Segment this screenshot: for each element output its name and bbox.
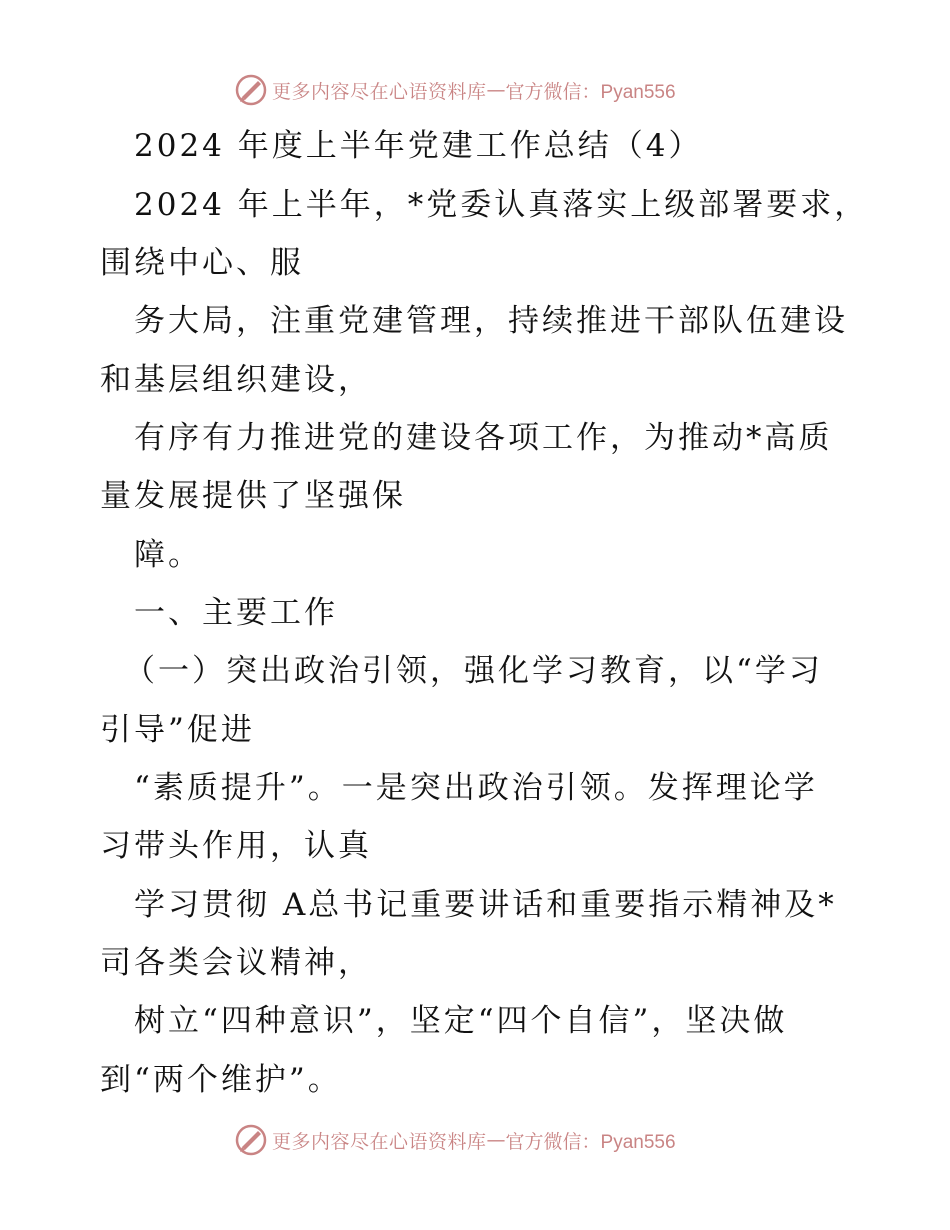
text-line: “素质提升”。一是突出政治引领。发挥理论学 (134, 770, 818, 806)
watermark-contact: 官方微信：Pyan556 (505, 81, 676, 103)
text-line: 量发展提供了坚强保 (100, 478, 406, 514)
text-line: 和基层组织建设， (100, 362, 372, 398)
text-line: 引导”促进 (100, 712, 255, 748)
text-line: 2024 年上半年，*党委认真落实上级部署要求， (134, 187, 869, 223)
text-line: 务大局，注重党建管理，持续推进干部队伍建设 (134, 303, 848, 339)
text-line: 围绕中心、服 (100, 245, 304, 281)
text-line: 学习贯彻 A总书记重要讲话和重要指示精神及* (134, 887, 837, 923)
watermark-contact: 官方微信：Pyan556 (505, 1131, 676, 1153)
text-line: 有序有力推进党的建设各项工作，为推动*高质 (134, 420, 833, 456)
text-line: 到“两个维护”。 (100, 1062, 342, 1098)
watermark-footer (234, 1122, 676, 1158)
pen-logo-icon (234, 1123, 268, 1157)
text-line: 习带头作用，认真 (100, 828, 372, 864)
text-line: 司各类会议精神， (100, 945, 372, 981)
watermark-separator: — (486, 79, 506, 101)
document-title: 2024 年度上半年党建工作总结（4） (134, 128, 703, 164)
watermark-separator: — (486, 1129, 506, 1151)
watermark-header (234, 72, 676, 108)
text-line: 树立“四种意识”，坚定“四个自信”，坚决做 (134, 1003, 788, 1039)
section-heading: 一、主要工作 (134, 595, 338, 631)
pen-logo-icon (234, 73, 268, 107)
subsection-heading: （一）突出政治引领，强化学习教育，以“学习 (124, 653, 823, 689)
watermark-text: 更多内容尽在心语资料库 (272, 80, 487, 103)
watermark-text: 更多内容尽在心语资料库 (272, 1130, 487, 1153)
text-line: 障。 (134, 537, 202, 573)
